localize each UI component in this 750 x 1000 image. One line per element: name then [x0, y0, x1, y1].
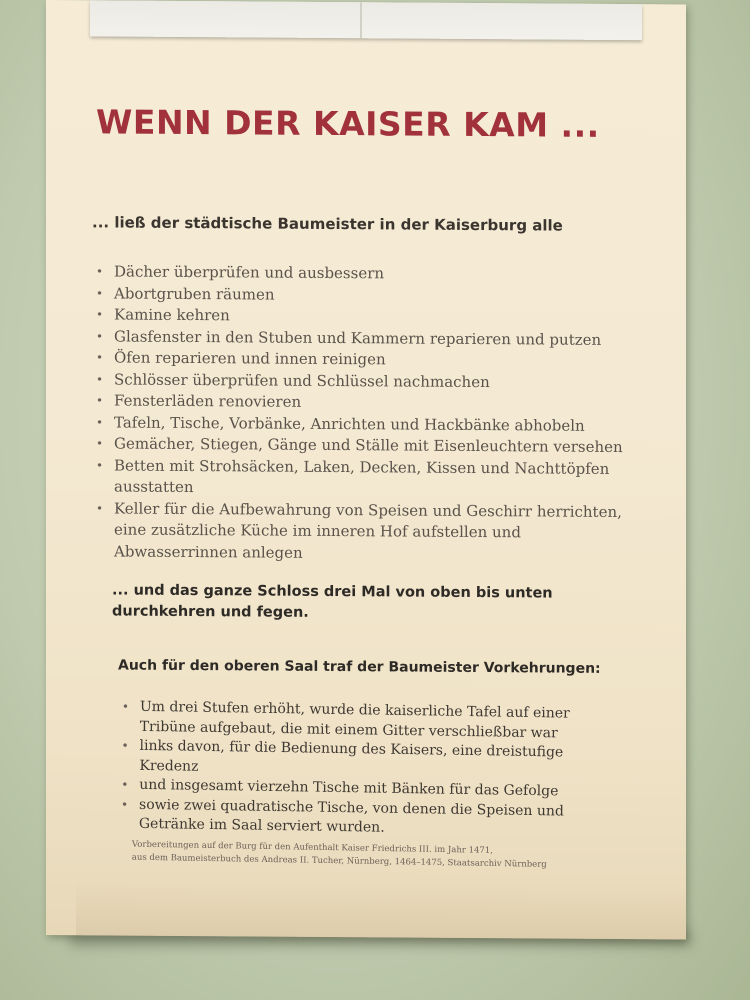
saal-list — [119, 698, 620, 842]
task-text: Abortgruben räumen — [114, 283, 275, 304]
task-text: Glasfenster in den Stuben und Kammern reparieren und putzen — [114, 326, 602, 349]
task-text: Keller für die Aufbewahrung von Speisen und Geschirr herrichten, eine zusätzliche Küche im inneren Hof aufstellen und Abwasserrinnen anlegen — [114, 498, 622, 562]
list-item — [94, 498, 624, 566]
source-line: aus dem Baumeisterbuch des Andreas II. Tucher, Nürnberg, 1464–1475, Staatsarchiv Nürnberg — [131, 852, 547, 870]
bullet-icon: • — [96, 393, 104, 408]
poster-bottom-fade — [76, 880, 686, 939]
saal-text: Um drei Stufen erhöht, wurde die kaiserliche Tafel auf einer Tribüne aufgebaut, die mit einem Gitter verschließbar war — [139, 698, 570, 741]
attached-paper-sheet — [90, 0, 642, 40]
task-text: Öfen reparieren und innen reinigen — [114, 348, 386, 369]
paper-fold-line — [360, 2, 362, 38]
list-item — [119, 795, 619, 842]
bullet-icon: • — [96, 264, 104, 279]
bullet-icon: • — [121, 797, 129, 812]
task-text: Gemächer, Stiegen, Gänge und Ställe mit Eisenleuchtern versehen — [114, 434, 623, 457]
saal-heading: Auch für den oberen Saal traf der Baumeister Vorkehrungen: — [118, 657, 601, 677]
bullet-icon: • — [96, 414, 104, 429]
task-text: Dächer überprüfen und ausbessern — [114, 262, 385, 283]
bullet-icon: • — [121, 777, 129, 792]
bullet-icon: • — [96, 328, 104, 343]
saal-text: links davon, für die Bedienung des Kaisers, eine dreistufige Kredenz — [139, 737, 564, 775]
bullet-icon: • — [121, 699, 130, 714]
intro-sentence: ... ließ der städtische Baumeister in der Kaiserburg alle — [92, 213, 563, 235]
closing-sentence: ... und das ganze Schloss drei Mal von oben bis unten durchkehren und fegen. — [112, 582, 553, 621]
bullet-icon: • — [96, 350, 104, 365]
task-text: Betten mit Strohsäcken, Laken, Decken, Kissen und Nachttöpfen ausstatten — [114, 455, 610, 497]
bullet-icon: • — [96, 307, 104, 322]
saal-text: sowie zwei quadratische Tische, von denen die Speisen und Getränke im Saal serviert wurden. — [138, 796, 564, 836]
task-text: Kamine kehren — [114, 305, 230, 325]
bullet-icon: • — [121, 738, 129, 753]
source-line: Vorbereitungen auf der Burg für den Aufenthalt Kaiser Friedrichs III. im Jahr 1471, — [131, 839, 493, 856]
task-text: Fensterläden renovieren — [114, 391, 302, 411]
bullet-icon: • — [96, 436, 104, 451]
bullet-icon: • — [96, 371, 104, 386]
bullet-icon: • — [96, 457, 104, 472]
source-citation — [132, 839, 547, 872]
task-list — [94, 261, 624, 566]
bullet-icon: • — [96, 500, 104, 515]
saal-text: und insgesamt vierzehn Tische mit Bänken für das Gefolge — [139, 776, 559, 800]
bullet-icon: • — [96, 285, 104, 300]
list-item — [94, 455, 624, 502]
poster-banner — [46, 0, 686, 939]
task-text: Schlösser überprüfen und Schlüssel nachmachen — [114, 369, 490, 391]
poster-title: WENN DER KAISER KAM ... — [96, 102, 600, 145]
task-text: Tafeln, Tische, Vorbänke, Anrichten und Hackbänke abhobeln — [114, 412, 585, 435]
